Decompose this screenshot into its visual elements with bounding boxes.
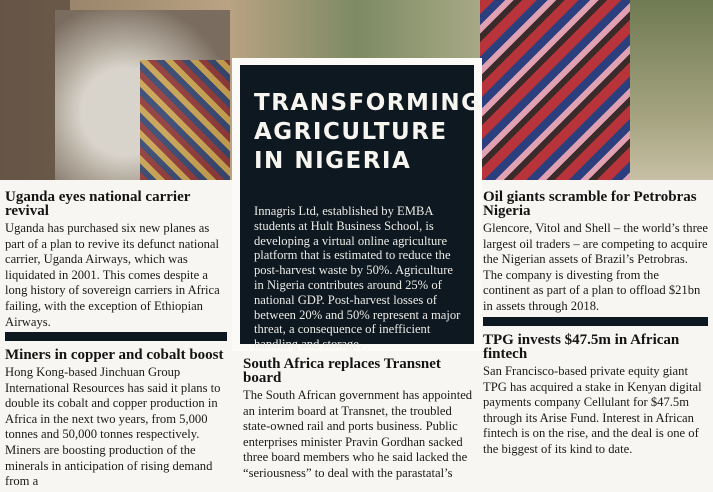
article-transnet — [243, 357, 473, 482]
article-body: The South African government has appointed an interim board at Transnet, the troubled state-owned rail and ports business. Public enterprises minister Pravin Gordhan sacked three board members who he said lacked the “seriousness” to deal with the parastatal’s — [243, 388, 473, 480]
article-headline: TPG invests $47.5m in African fintech — [483, 332, 680, 362]
feature-title — [254, 89, 482, 176]
photo-patterned-dress — [480, 0, 630, 180]
article-petrobras — [483, 190, 708, 315]
article-uganda — [5, 190, 227, 330]
feature-panel — [240, 65, 482, 352]
section-divider — [483, 317, 708, 326]
article-headline: South Africa replaces Transnet board — [243, 356, 441, 386]
feature-title-line: IN NIGERIA — [254, 148, 412, 174]
article-body: Hong Kong-based Jinchuan Group International Resources has said it plans to double its cobalt and copper production in Africa in the next two years, from 5,000 tonnes and 50,000 tonnes respectively. Miners are boosting production of the minerals in anticipation of rising demand from a — [5, 365, 221, 489]
feature-title-line: TRANSFORMING — [254, 90, 482, 116]
article-headline: Oil giants scramble for Petrobras Nigeria — [483, 189, 697, 219]
article-body: Uganda has purchased six new planes as part of a plan to revive its defunct national carrier, Uganda Airways, which was liquidated in 2001. This comes despite a long history of sovereign carriers in Africa failing, with the exception of Ethiopian Airways. — [5, 221, 220, 329]
article-miners — [5, 348, 227, 490]
photo-field — [630, 0, 713, 180]
photo-patterned-wrap — [140, 60, 230, 180]
feature-title-line: AGRICULTURE — [254, 119, 448, 145]
article-body: San Francisco-based private equity giant TPG has acquired a stake in Kenyan digital payments company Cellulant for $47.5m through its Arise Fund. Interest in African fintech is on the rise, and the deal is one of the biggest of its kind to date. — [483, 364, 702, 456]
article-body: Glencore, Vitol and Shell – the world’s three largest oil traders – are competing to acquire the Nigerian assets of Brazil’s Petrobras. The company is divesting from the continent as part of a plan to offload $21bn in assets through 2018. — [483, 221, 708, 313]
feature-body: Innagris Ltd, established by EMBA students at Hult Business School, is developing a virtual online agriculture platform that is estimated to reduce the post-harvest waste by 50%. Agriculture in Nigeria contributes around 25% of national GDP. Post-harvest losses of between 20% and 50% represent a major threat, a consequence of inefficient handling and storage. — [254, 204, 461, 352]
article-tpg — [483, 333, 708, 458]
feature-box — [232, 58, 482, 351]
section-divider — [5, 332, 227, 341]
article-headline: Miners in copper and cobalt boost — [5, 347, 224, 363]
article-headline: Uganda eyes national carrier revival — [5, 189, 191, 219]
